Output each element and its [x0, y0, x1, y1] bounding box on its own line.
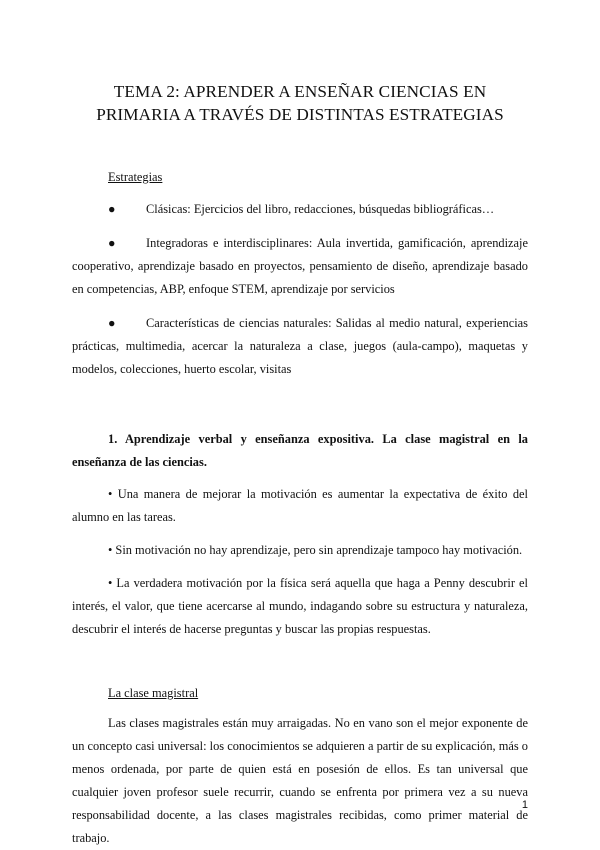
bullet-icon: ●: [108, 236, 116, 250]
clase-magistral-title: La clase magistral: [108, 686, 199, 700]
section-1-heading: 1. Aprendizaje verbal y enseñanza expositiva. La clase magistral en la enseñanza de las ciencias.: [72, 432, 528, 469]
estrategia-integradoras: Integradoras e interdisciplinares: Aula invertida, gamificación, aprendizaje cooperativo, aprendizaje basado en proyectos, pensamiento de diseño, aprendizaje basado en competencias, ABP, enfoque STEM, aprendizaje por servicios: [72, 236, 528, 296]
document-title: TEMA 2: APRENDER A ENSEÑAR CIENCIAS EN PRIMARIA A TRAVÉS DE DISTINTAS ESTRATEGIAS: [96, 82, 504, 124]
list-item: [72, 312, 528, 381]
list-item: [72, 232, 528, 301]
bullet-icon: ●: [108, 202, 116, 216]
estrategia-ciencias-naturales: Características de ciencias naturales: Salidas al medio natural, experiencias prácticas, multimedia, acercar la naturaleza a clase, juegos (aula-campo), maquetas y modelos, colecciones, huerto escolar, visitas: [72, 316, 528, 376]
estrategias-label: Estrategias: [108, 170, 163, 184]
motivation-point-3: • La verdadera motivación por la física será aquella que haga a Penny descubrir el interés, el valor, que tiene acercarse al mundo, indagando sobre su estructura y naturaleza, descubrir el interés de hacerse preguntas y buscar las propias respuestas.: [72, 576, 528, 636]
motivation-point-2: • Sin motivación no hay aprendizaje, pero sin aprendizaje tampoco hay motivación.: [108, 543, 523, 557]
clase-magistral-paragraph: Las clases magistrales están muy arraigadas. No en vano son el mejor exponente de un concepto casi universal: los conocimientos se adquieren a partir de su explicación, más o menos ordenada, por parte de quien está en posesión de ellos. Es tan universal que cualquier joven profesor suele recurrir, cuando se enfrenta por primera vez a su nueva responsabilidad docente, a las clases magistrales recibidas, como primer material de trabajo.: [72, 716, 528, 845]
page-number: 1: [521, 799, 528, 811]
list-item: [72, 198, 528, 221]
motivation-point-1: • Una manera de mejorar la motivación es aumentar la expectativa de éxito del alumno en las tareas.: [72, 487, 528, 524]
estrategia-clasicas: Clásicas: Ejercicios del libro, redacciones, búsquedas bibliográficas…: [146, 202, 495, 216]
bullet-icon: ●: [108, 316, 116, 330]
